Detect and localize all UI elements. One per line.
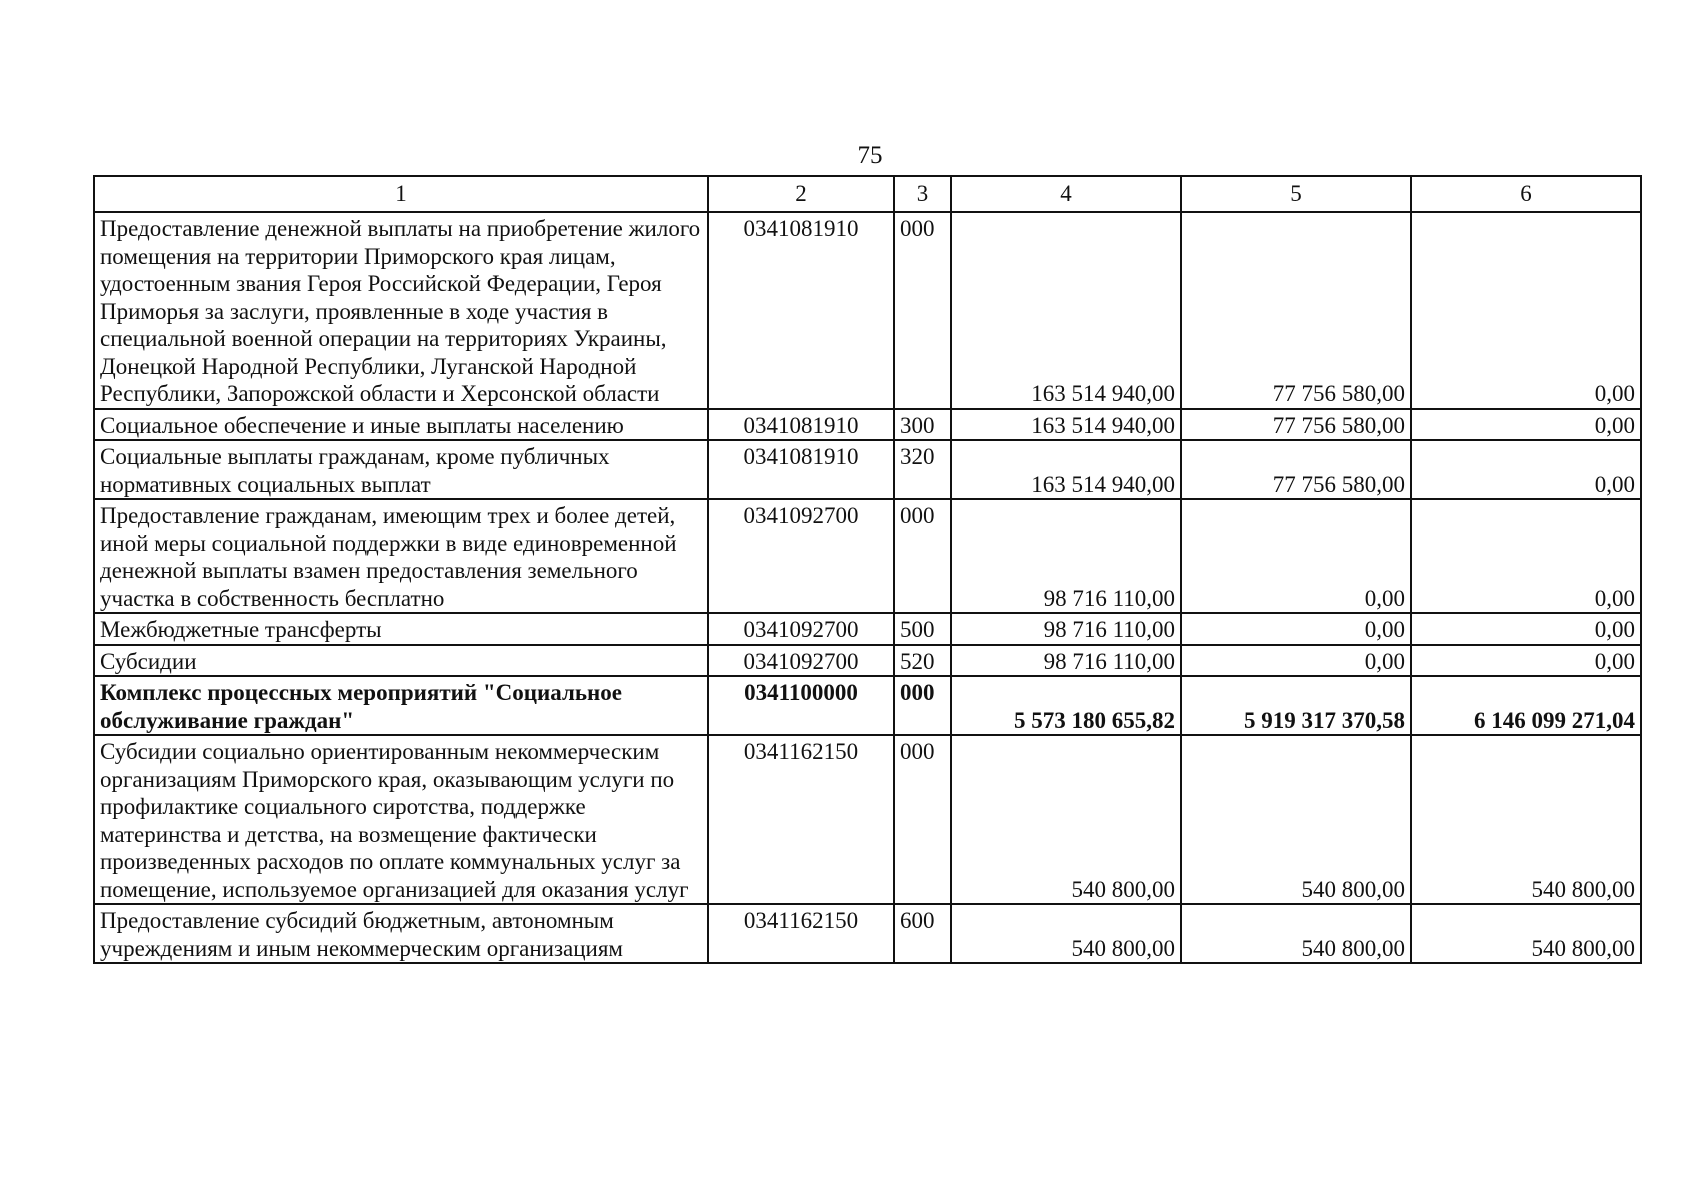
row-code: 0341092700 — [708, 613, 894, 645]
row-value-5: 77 756 580,00 — [1181, 212, 1411, 409]
row-value-4: 540 800,00 — [951, 735, 1181, 904]
row-value-6: 0,00 — [1411, 440, 1641, 499]
row-name: Предоставление гражданам, имеющим трех и более детей, иной меры социальной поддержки в виде единовременной денежной выплаты взамен предоставления земельного участка в собственность бесплатно — [94, 499, 708, 613]
row-code: 0341100000 — [708, 676, 894, 735]
table-row — [94, 735, 1641, 904]
row-value-4: 98 716 110,00 — [951, 613, 1181, 645]
table-row — [94, 212, 1641, 409]
row-name: Социальное обеспечение и иные выплаты населению — [94, 409, 708, 441]
header-cell: 2 — [708, 176, 894, 212]
row-type: 000 — [894, 735, 951, 904]
table-row — [94, 645, 1641, 677]
row-value-4: 163 514 940,00 — [951, 409, 1181, 441]
row-value-6: 0,00 — [1411, 645, 1641, 677]
table-row-section-total — [94, 676, 1641, 735]
row-name: Межбюджетные трансферты — [94, 613, 708, 645]
row-code: 0341092700 — [708, 645, 894, 677]
row-value-5: 540 800,00 — [1181, 735, 1411, 904]
row-name: Комплекс процессных мероприятий "Социальное обслуживание граждан" — [94, 676, 708, 735]
row-code: 0341081910 — [708, 409, 894, 441]
page-number: 75 — [857, 142, 883, 169]
row-type: 000 — [894, 499, 951, 613]
row-value-5: 540 800,00 — [1181, 904, 1411, 963]
row-type: 320 — [894, 440, 951, 499]
row-value-4: 163 514 940,00 — [951, 440, 1181, 499]
row-value-5: 0,00 — [1181, 499, 1411, 613]
row-name: Субсидии — [94, 645, 708, 677]
row-value-4: 5 573 180 655,82 — [951, 676, 1181, 735]
header-cell: 3 — [894, 176, 951, 212]
budget-table — [93, 175, 1642, 964]
row-value-6: 0,00 — [1411, 499, 1641, 613]
row-name: Предоставление денежной выплаты на приобретение жилого помещения на территории Приморского края лицам, удостоенным звания Героя Российской Федерации, Героя Приморья за заслуги, проявленные в ходе участия в специальной военной операции на территориях Украины, Донецкой Народной Республики, Луганской Народной Республики, Запорожской области и Херсонской области — [94, 212, 708, 409]
table-row — [94, 499, 1641, 613]
row-type: 000 — [894, 212, 951, 409]
row-type: 300 — [894, 409, 951, 441]
row-type: 000 — [894, 676, 951, 735]
row-value-6: 0,00 — [1411, 613, 1641, 645]
row-code: 0341162150 — [708, 904, 894, 963]
row-name: Субсидии социально ориентированным некоммерческим организациям Приморского края, оказывающим услуги по профилактике социального сиротства, поддержке материнства и детства, на возмещение фактически произведенных расходов по оплате коммунальных услуг за помещение, используемое организацией для оказания услуг — [94, 735, 708, 904]
header-cell: 5 — [1181, 176, 1411, 212]
row-value-6: 540 800,00 — [1411, 904, 1641, 963]
row-type: 600 — [894, 904, 951, 963]
table-row — [94, 904, 1641, 963]
row-value-4: 98 716 110,00 — [951, 645, 1181, 677]
header-cell: 4 — [951, 176, 1181, 212]
row-name: Предоставление субсидий бюджетным, автономным учреждениям и иным некоммерческим организациям — [94, 904, 708, 963]
row-name: Социальные выплаты гражданам, кроме публичных нормативных социальных выплат — [94, 440, 708, 499]
row-value-5: 0,00 — [1181, 645, 1411, 677]
table-row — [94, 409, 1641, 441]
row-type: 500 — [894, 613, 951, 645]
table-header-row — [94, 176, 1641, 212]
row-code: 0341081910 — [708, 212, 894, 409]
table-row — [94, 613, 1641, 645]
row-value-4: 540 800,00 — [951, 904, 1181, 963]
row-value-5: 5 919 317 370,58 — [1181, 676, 1411, 735]
table-row — [94, 440, 1641, 499]
header-cell: 1 — [94, 176, 708, 212]
row-code: 0341162150 — [708, 735, 894, 904]
row-value-5: 0,00 — [1181, 613, 1411, 645]
row-value-5: 77 756 580,00 — [1181, 409, 1411, 441]
row-value-6: 540 800,00 — [1411, 735, 1641, 904]
row-value-4: 98 716 110,00 — [951, 499, 1181, 613]
row-value-5: 77 756 580,00 — [1181, 440, 1411, 499]
row-value-4: 163 514 940,00 — [951, 212, 1181, 409]
row-code: 0341081910 — [708, 440, 894, 499]
row-value-6: 0,00 — [1411, 212, 1641, 409]
row-type: 520 — [894, 645, 951, 677]
row-value-6: 0,00 — [1411, 409, 1641, 441]
header-cell: 6 — [1411, 176, 1641, 212]
row-code: 0341092700 — [708, 499, 894, 613]
row-value-6: 6 146 099 271,04 — [1411, 676, 1641, 735]
